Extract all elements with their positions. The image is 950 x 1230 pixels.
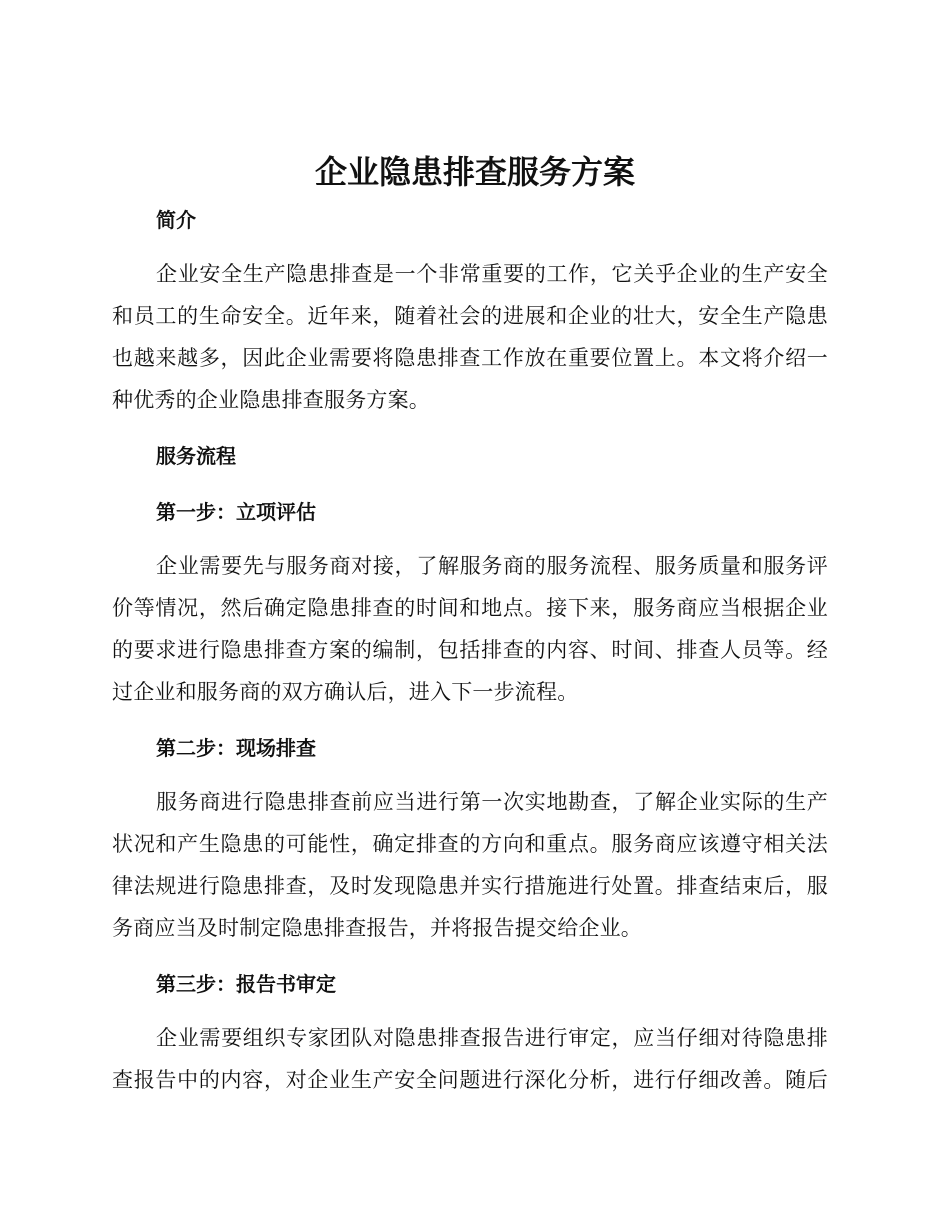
paragraph-line: 也越来越多，因此企业需要将隐患排查工作放在重要位置上。本文将介绍一 — [112, 346, 828, 370]
paragraph-line: 务商应当及时制定隐患排查报告，并将报告提交给企业。 — [112, 916, 642, 940]
step1-paragraph — [112, 545, 828, 713]
step3-heading: 第三步：报告书审定 — [156, 972, 336, 996]
process-heading: 服务流程 — [156, 444, 236, 468]
paragraph-line: 种优秀的企业隐患排查服务方案。 — [112, 388, 430, 412]
paragraph-line: 过企业和服务商的双方确认后，进入下一步流程。 — [112, 680, 579, 704]
document-title: 企业隐患排查服务方案 — [314, 153, 635, 191]
paragraph-line: 价等情况，然后确定隐患排查的时间和地点。接下来，服务商应当根据企业 — [112, 596, 828, 620]
step1-heading: 第一步：立项评估 — [156, 500, 316, 524]
step3-paragraph — [112, 1017, 828, 1101]
paragraph-line: 企业需要组织专家团队对隐患排查报告进行审定，应当仔细对待隐患排 — [156, 1026, 828, 1050]
intro-heading: 简介 — [156, 208, 196, 232]
paragraph-line: 和员工的生命安全。近年来，随着社会的进展和企业的壮大，安全生产隐患 — [112, 304, 828, 328]
step2-heading: 第二步：现场排查 — [156, 736, 316, 760]
intro-paragraph — [112, 253, 828, 421]
paragraph-line: 企业需要先与服务商对接，了解服务商的服务流程、服务质量和服务评 — [156, 554, 828, 578]
paragraph-line: 律法规进行隐患排查，及时发现隐患并实行措施进行处置。排查结束后，服 — [112, 874, 828, 898]
paragraph-line: 查报告中的内容，对企业生产安全问题进行深化分析，进行仔细改善。随后 — [112, 1068, 828, 1092]
paragraph-line: 服务商进行隐患排查前应当进行第一次实地勘查，了解企业实际的生产 — [156, 790, 828, 814]
step2-paragraph — [112, 781, 828, 949]
paragraph-line: 状况和产生隐患的可能性，确定排查的方向和重点。服务商应该遵守相关法 — [112, 832, 828, 856]
paragraph-line: 企业安全生产隐患排查是一个非常重要的工作，它关乎企业的生产安全 — [156, 262, 828, 286]
paragraph-line: 的要求进行隐患排查方案的编制，包括排查的内容、时间、排查人员等。经 — [112, 638, 828, 662]
